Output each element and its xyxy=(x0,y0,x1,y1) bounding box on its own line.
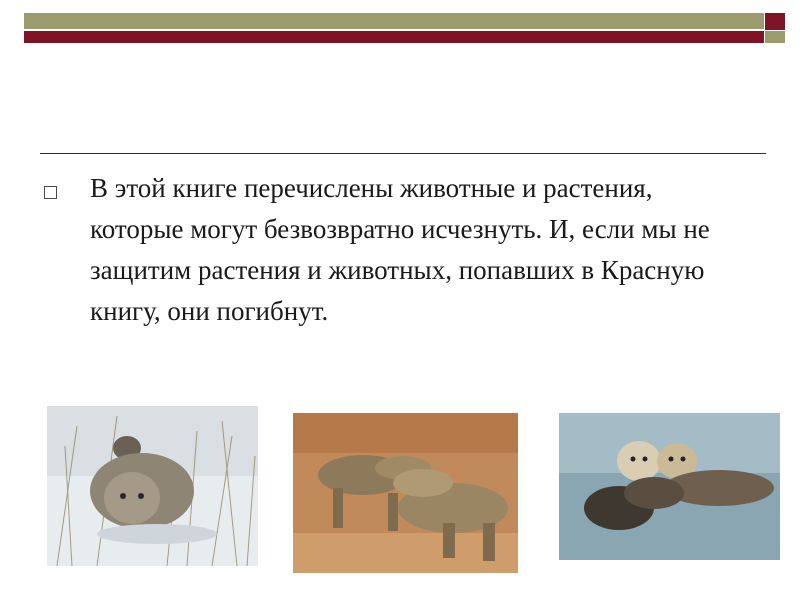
title-divider xyxy=(40,153,766,154)
bullet-square-icon xyxy=(44,186,57,199)
sea-otters-photo xyxy=(559,413,780,560)
komodo-dragons-photo xyxy=(293,413,518,573)
header-olive-bar xyxy=(24,13,764,29)
slide-paragraph: В этой книге перечислены животные и растения, которые могут безвозвратно исчезнуть. И, если мы не защитим растения и животных, попавших в Красную книгу, они погибнут. xyxy=(90,173,710,326)
header-corner-olive-square xyxy=(765,31,785,43)
manul-photo xyxy=(47,406,258,566)
header-corner-red-square xyxy=(765,13,785,30)
header-red-bar xyxy=(24,31,764,43)
